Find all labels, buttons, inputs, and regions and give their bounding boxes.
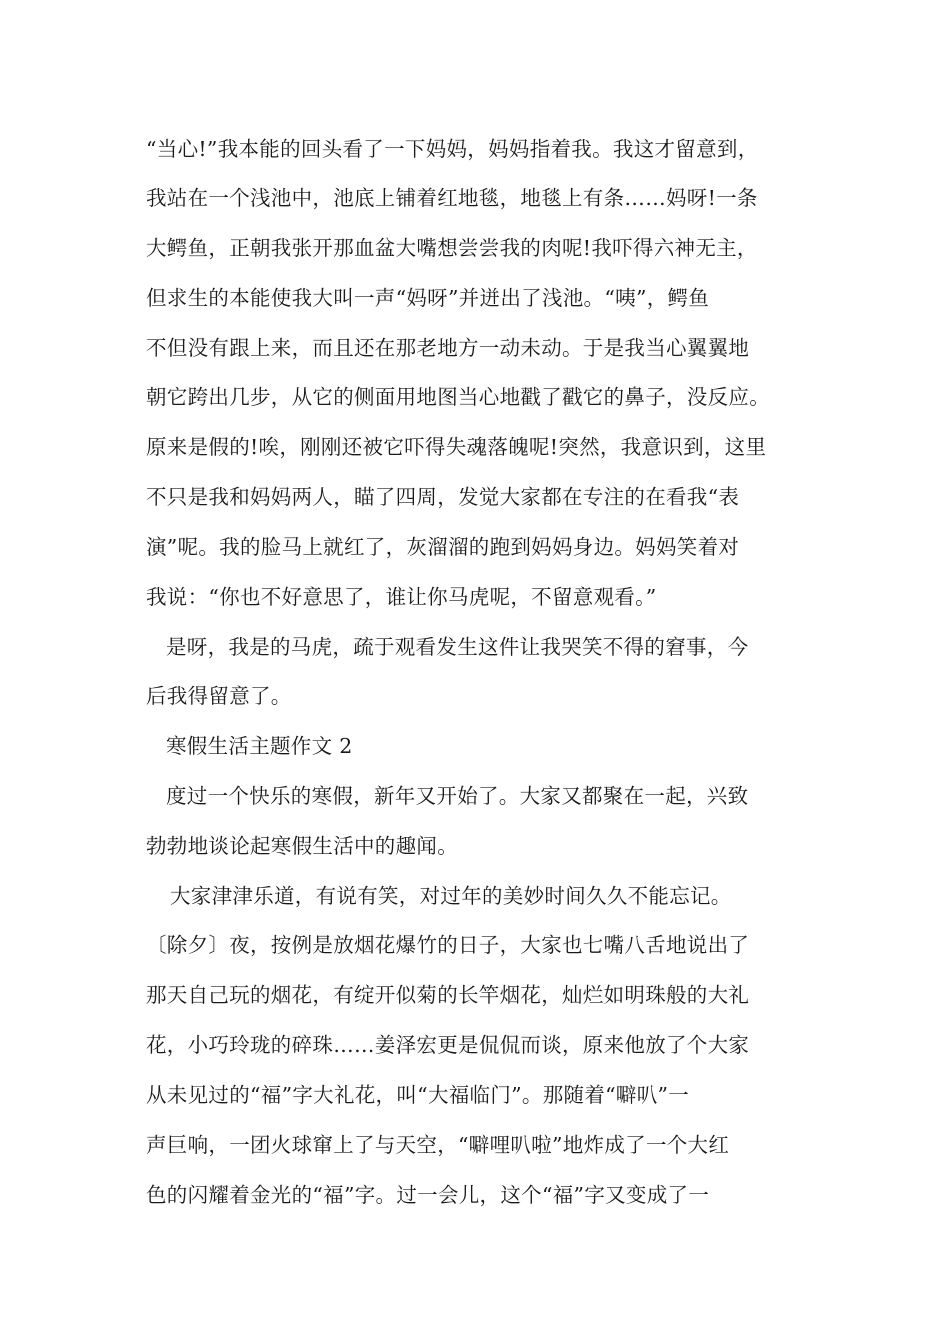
text-line: 〔除夕〕夜，按例是放烟花爆竹的日子，大家也七嘴八舌地说出了 — [146, 933, 750, 957]
text-line: 那天自己玩的烟花，有绽开似菊的长竿烟花，灿烂如明珠般的大礼 — [146, 983, 750, 1007]
text-line: 我说：“你也不好意思了，谁让你马虎呢，不留意观看。” — [146, 585, 657, 609]
text-line: 大鳄鱼，正朝我张开那血盆大嘴想尝尝我的肉呢!我吓得六神无主， — [146, 236, 758, 260]
text-line: 原来是假的!唉，刚刚还被它吓得失魂落魄呢!突然，我意识到，这里 — [146, 435, 767, 459]
text-line: 声巨响，一团火球窜上了与天空，“噼哩叭啦”地炸成了一个大红 — [146, 1133, 730, 1157]
text-line: 后我得留意了。 — [146, 684, 292, 708]
section-heading: 寒假生活主题作文 2 — [166, 734, 353, 758]
text-line: 花，小巧玲珑的碎珠……姜泽宏更是侃侃而谈，原来他放了个大家 — [146, 1033, 750, 1057]
text-line: 是呀，我是的马虎，疏于观看发生这件让我哭笑不得的窘事，今 — [166, 635, 749, 659]
text-line: 我站在一个浅池中，池底上铺着红地毯，地毯上有条……妈呀!一条 — [146, 186, 758, 210]
text-line: 从未见过的“福”字大礼花，叫“大福临门”。那随着“噼叭”一 — [146, 1083, 690, 1107]
text-line: 色的闪耀着金光的“福”字。过一会儿，这个“福”字又变成了一 — [146, 1183, 710, 1207]
text-line: 大家津津乐道，有说有笑，对过年的美妙时间久久不能忘记。 — [170, 884, 732, 908]
text-line: 朝它跨出几步，从它的侧面用地图当心地戳了戳它的鼻子，没反应。 — [146, 385, 770, 409]
text-line: 不但没有跟上来，而且还在那老地方一动未动。于是我当心翼翼地 — [146, 336, 750, 360]
text-line: “当心!”我本能的回头看了一下妈妈，妈妈指着我。我这才留意到， — [146, 137, 759, 161]
text-line: 演”呢。我的脸马上就红了，灰溜溜的跑到妈妈身边。妈妈笑着对 — [146, 535, 740, 559]
text-line: 勃勃地谈论起寒假生活中的趣闻。 — [146, 834, 458, 858]
text-line: 度过一个快乐的寒假，新年又开始了。大家又都聚在一起，兴致 — [166, 784, 749, 808]
text-line: 但求生的本能使我大叫一声“妈呀”并迸出了浅池。“咦”，鳄鱼 — [146, 286, 710, 310]
text-line: 不只是我和妈妈两人，瞄了四周，发觉大家都在专注的在看我“表 — [146, 485, 740, 509]
